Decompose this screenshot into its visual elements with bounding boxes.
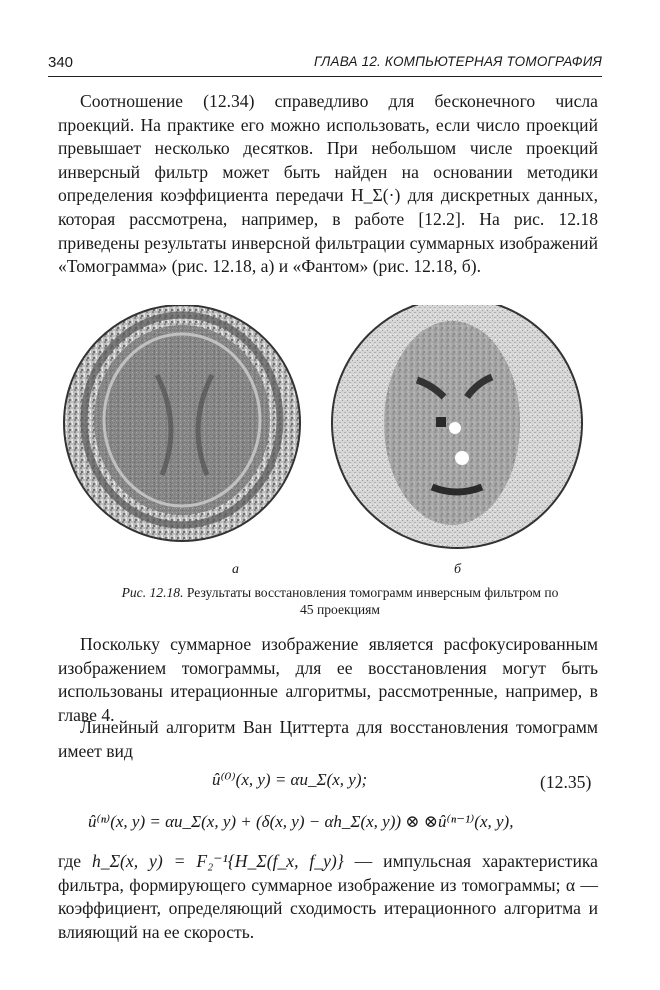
figure-label-b: б (454, 562, 462, 577)
equation-2: û⁽ⁿ⁾(x, y) = αu_Σ(x, y) + (δ(x, y) − αh_Σ(x, y)) ⊗ ⊗û⁽ⁿ⁻¹⁾(x, y), (88, 812, 514, 831)
figure-caption (120, 584, 560, 618)
where-word: где (58, 851, 82, 871)
page-number: 340 (48, 54, 74, 71)
paragraph-definitions (58, 850, 598, 944)
equation-1: û⁽⁰⁾(x, y) = αu_Σ(x, y); (212, 770, 368, 789)
paragraph-iterative: Поскольку суммарное изображение является расфокусированным изображением томограммы, для ее восстановления могут быть использованы итерационные алгоритмы, рассмотренные, например, в главе 4. (58, 634, 598, 725)
paragraph-van-cittert: Линейный алгоритм Ван Циттерта для восстановления томограмм имеет вид (58, 717, 598, 761)
running-head: ГЛАВА 12. КОМПЬЮТЕРНАЯ ТОМОГРАФИЯ (313, 54, 602, 69)
impulse-formula: h_Σ(x, y) = F₂⁻¹{H_Σ(f_x, f_y)} (92, 851, 344, 871)
tomogram-images (62, 305, 592, 555)
tomogram-panel-a (64, 305, 300, 541)
page-header (48, 52, 602, 77)
equation-number: (12.35) (540, 772, 592, 792)
definitions-text: — импульсная характеристика фильтра, формирующего суммарное изображение из томограммы; α — коэффициент, определяющий сходимость итерационного алгоритма и влияющий на ее скорость. (58, 851, 598, 942)
caption-text: Результаты восстановления томограмм инверсным фильтром по 45 проекциям (186, 585, 559, 617)
figure-label-a: а (232, 562, 239, 577)
paragraph-intro: Соотношение (12.34) справедливо для бесконечного числа проекций. На практике его можно использовать, если число проекций превышает несколько десятков. При небольшом числе проекций инверсный фильтр может быть найден на основании методики определения коэффициента передачи H_Σ(·) для дискретных данных, которая рассмотрена, например, в работе [12.2]. На рис. 12.18 приведены результаты инверсной фильтрации суммарных изображений «Томограмма» (рис. 12.18, а) и «Фантом» (рис. 12.18, б). (58, 91, 598, 277)
figure-12-18 (62, 305, 592, 555)
caption-lead: Рис. 12.18. (121, 585, 184, 600)
phantom-panel-b (332, 305, 582, 548)
